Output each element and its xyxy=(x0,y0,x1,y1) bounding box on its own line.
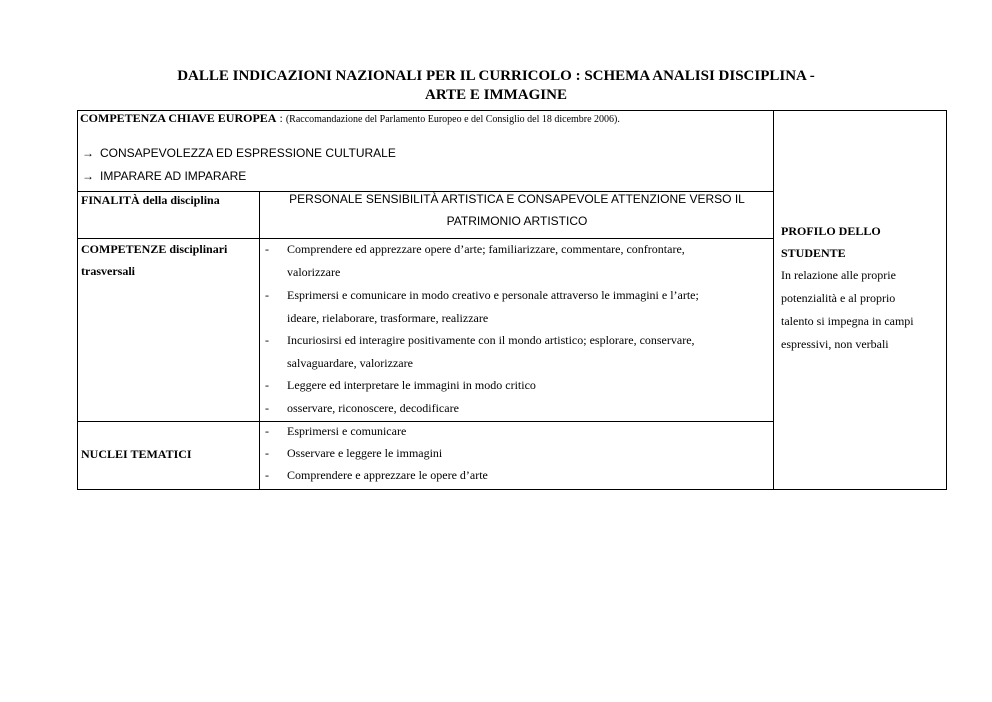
list-bullet: - xyxy=(265,242,269,256)
competenze-item-line-1: Incuriosirsi ed interagire positivamente con il mondo artistico; esplorare, conservare, xyxy=(287,333,695,347)
list-bullet: - xyxy=(265,424,269,438)
list-bullet: - xyxy=(265,468,269,482)
profilo-text-line: In relazione alle proprie xyxy=(781,268,896,282)
profile-column-divider xyxy=(773,110,774,490)
profilo-text-line: espressivi, non verbali xyxy=(781,337,889,351)
label-column-divider xyxy=(259,191,260,490)
competenza-item-text: CONSAPEVOLEZZA ED ESPRESSIONE CULTURALE xyxy=(100,146,396,160)
row-divider-competenze xyxy=(77,421,774,422)
arrow-right-icon: → xyxy=(82,146,94,160)
competenze-label-line-1: COMPETENZE disciplinari xyxy=(81,242,228,256)
competenza-chiave-note: (Raccomandazione del Parlamento Europeo e del Consiglio del 18 dicembre 2006). xyxy=(285,114,620,125)
competenze-item-line-2: ideare, rielaborare, trasformare, realizzare xyxy=(287,311,489,325)
competenze-label-line-2: trasversali xyxy=(81,264,135,278)
competenza-chiave-label: COMPETENZA CHIAVE EUROPEA xyxy=(80,111,277,125)
competenze-item-line-1: osservare, riconoscere, decodificare xyxy=(287,401,459,415)
list-bullet: - xyxy=(265,446,269,460)
competenze-item-line-1: Leggere ed interpretare le immagini in modo critico xyxy=(287,378,536,392)
list-bullet: - xyxy=(265,401,269,415)
competenza-item xyxy=(82,169,246,183)
list-bullet: - xyxy=(265,378,269,392)
finalita-text-line-2: PATRIMONIO ARTISTICO xyxy=(446,214,588,228)
competenza-chiave-separator: : xyxy=(276,111,286,125)
profilo-title-line-1: PROFILO DELLO xyxy=(781,224,881,238)
competenze-item-line-2: valorizzare xyxy=(287,265,341,279)
competenza-item xyxy=(82,146,396,160)
profilo-title-line-2: STUDENTE xyxy=(781,246,846,260)
list-bullet: - xyxy=(265,333,269,347)
finalita-text-line-1: PERSONALE SENSIBILITÀ ARTISTICA E CONSAPEVOLE ATTENZIONE VERSO IL xyxy=(289,192,745,206)
arrow-right-icon: → xyxy=(82,169,94,183)
row-divider-finalita xyxy=(77,238,774,239)
page-title xyxy=(0,67,992,105)
nuclei-item: Esprimersi e comunicare xyxy=(287,424,407,438)
profilo-text-line: potenzialità e al proprio xyxy=(781,291,896,305)
finalita-label: FINALITÀ della disciplina xyxy=(81,193,220,207)
competenze-item-line-2: salvaguardare, valorizzare xyxy=(287,356,413,370)
competenza-chiave-heading xyxy=(80,111,620,126)
competenza-item-text: IMPARARE AD IMPARARE xyxy=(100,169,247,183)
competenze-item-line-1: Comprendere ed apprezzare opere d’arte; familiarizzare, commentare, confrontare, xyxy=(287,242,685,256)
nuclei-label: NUCLEI TEMATICI xyxy=(81,447,192,461)
list-bullet: - xyxy=(265,288,269,302)
nuclei-item: Osservare e leggere le immagini xyxy=(287,446,443,460)
page-title-line-1: DALLE INDICAZIONI NAZIONALI PER IL CURRICOLO : SCHEMA ANALISI DISCIPLINA - xyxy=(177,68,815,84)
competenze-item-line-1: Esprimersi e comunicare in modo creativo e personale attraverso le immagini e l’arte; xyxy=(287,288,699,302)
nuclei-item: Comprendere e apprezzare le opere d’arte xyxy=(287,468,488,482)
page-title-line-2: ARTE E IMMAGINE xyxy=(425,87,567,103)
profilo-text-line: talento si impegna in campi xyxy=(781,314,914,328)
